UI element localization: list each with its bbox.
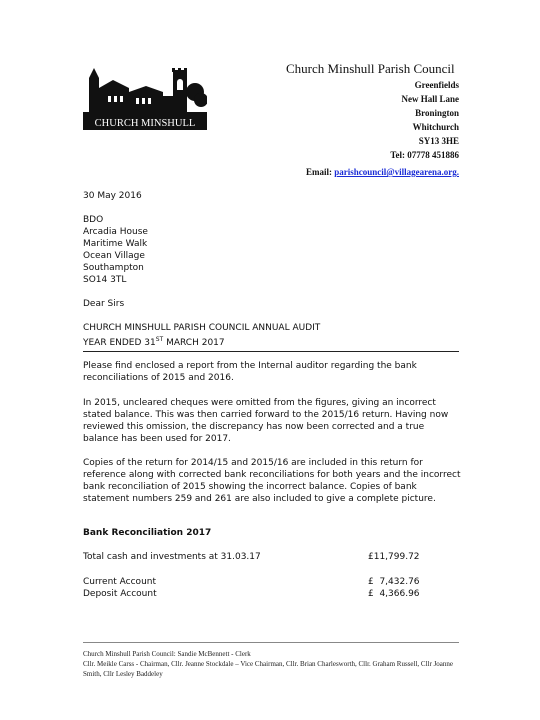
deposit-account-row [83, 589, 453, 601]
paragraph-copies: Copies of the return for 2014/15 and 2015/16 are included in this return for reference along with corrected bank reconciliations for both years and the incorrect bank reconciliation of 2015 showing the incorrect balance. Copies of bank statement numbers 259 and 261 are also included to give a complete picture. [83, 458, 461, 504]
deposit-account-value: £ 4,366.96 [368, 589, 420, 599]
recipient-line: SO14 3TL [83, 275, 127, 285]
subject-line-2 [83, 334, 459, 349]
current-account-label: Current Account [83, 577, 157, 587]
total-label: Total cash and investments at 31.03.17 [83, 552, 261, 562]
letter-subject [83, 322, 459, 352]
telephone-line: Tel: 07778 451886 [390, 150, 459, 160]
email-link[interactable]: parishcouncil@villagearena.org. [334, 167, 459, 177]
address-line: SY13 3HE [418, 136, 459, 146]
address-line: Whitchurch [412, 122, 459, 132]
address-line: Bronington [415, 108, 459, 118]
paragraph-discrepancy: In 2015, uncleared cheques were omitted from the figures, giving an incorrect stated balance. This was then carried forward to the 2015/16 return. Having now reviewed this omission, the discrepancy has now been corrected and a true balance has been used for 2017. [83, 398, 449, 444]
recipient-line: Maritime Walk [83, 239, 148, 249]
subject-year-text: YEAR ENDED 31 [83, 338, 156, 348]
salutation: Dear Sirs [83, 299, 125, 309]
footer [83, 649, 463, 679]
recipient-line: Ocean Village [83, 251, 145, 261]
church-minshull-logo [83, 66, 207, 130]
recipient-address [83, 214, 148, 286]
recipient-line: Arcadia House [83, 227, 148, 237]
footer-clerk-line: Church Minshull Parish Council: Sandie McBennett - Clerk [83, 650, 251, 658]
subject-ordinal: ST [155, 336, 164, 343]
reconciliation-total-row [83, 552, 453, 564]
recipient-line: Southampton [83, 263, 144, 273]
recipient-line: BDO [83, 215, 104, 225]
email-label: Email: [306, 167, 333, 177]
subject-line-1: CHURCH MINSHULL PARISH COUNCIL ANNUAL AUDIT [83, 323, 321, 333]
footer-divider [83, 642, 459, 643]
address-line: Greenfields [414, 80, 459, 90]
total-value: £11,799.72 [368, 552, 420, 562]
email-line [306, 167, 459, 177]
current-account-value: £ 7,432.76 [368, 577, 420, 587]
paragraph-internal-auditor: Please find enclosed a report from the Internal auditor regarding the bank reconciliations of 2015 and 2016. [83, 361, 417, 383]
deposit-account-label: Deposit Account [83, 589, 157, 599]
logo-wordmark: CHURCH MINSHULL [94, 118, 196, 129]
address-line: New Hall Lane [401, 94, 459, 104]
reconciliation-title: Bank Reconciliation 2017 [83, 528, 212, 538]
church-silhouette-icon [83, 66, 207, 130]
subject-month-text: MARCH 2017 [163, 338, 225, 348]
footer-councillors-line: Cllr. Meikle Carss - Chairman, Cllr. Jeanne Stockdale – Vice Chairman, Cllr. Brian Charlesworth, Cllr. Graham Russell, Cllr Joanne Smith, Cllr Lesley Baddeley [83, 660, 454, 678]
current-account-row [83, 577, 453, 589]
letter-date: 30 May 2016 [83, 191, 142, 201]
council-address [390, 78, 459, 162]
council-name: Church Minshull Parish Council [286, 61, 455, 76]
